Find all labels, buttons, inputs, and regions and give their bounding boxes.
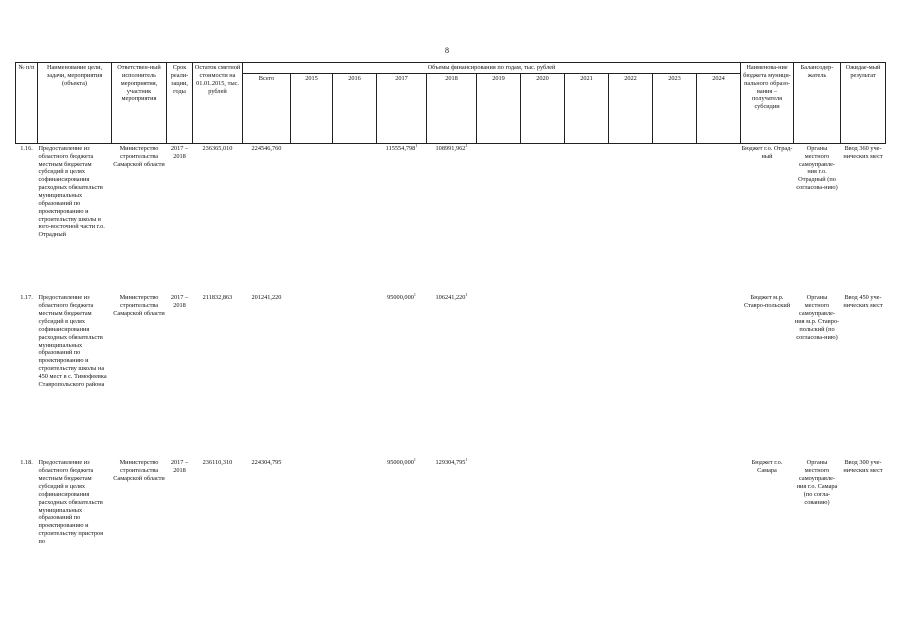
header-total: Всего <box>243 73 291 143</box>
row-name: Предоставление из областного бюджета местным бюджетам субсидий в целях софинансирования расходных обязательств муниципальных образований по проектированию и строительству школы в юго-восточной части г.о. Отрадный <box>38 144 105 239</box>
header-year: 2023 <box>653 73 697 143</box>
page-number: 8 <box>445 46 449 55</box>
row-2019 <box>477 458 521 598</box>
row-2024 <box>697 293 741 458</box>
row-2023 <box>653 143 697 293</box>
header-remainder: Остаток сметной стоимости на 01.01.2015, тыс. рублей <box>193 63 243 144</box>
row-holder: Органы местного самоуправле-ния г.о. Самара (по согла-сованию) <box>796 459 838 506</box>
row-result: Ввод 360 уче-нических мест <box>843 144 883 160</box>
row-total: 224546,760 <box>251 144 282 152</box>
header-year: 2019 <box>477 73 521 143</box>
row-2017: 95000,000$^1$ <box>387 458 416 467</box>
row-2015 <box>291 458 333 598</box>
row-budget: Бюджет г.о. Самара <box>751 459 783 475</box>
header-year: 2015 <box>291 73 333 143</box>
row-term: 2017 – 2018 <box>170 294 189 310</box>
row-2022 <box>609 458 653 598</box>
row-budget: Бюджет г.о. Отрад-ный <box>741 144 793 160</box>
row-2022 <box>609 293 653 458</box>
row-2020 <box>521 143 565 293</box>
row-total: 224304,795 <box>251 459 282 467</box>
row-2015 <box>291 293 333 458</box>
row-2019 <box>477 143 521 293</box>
row-2017: 115554,798$^1$ <box>385 143 418 152</box>
row-executor: Министерство строительства Самарской области <box>113 459 165 483</box>
header-name: Наименование цели, задачи, мероприятия (объекта) <box>38 63 112 144</box>
header-executor: Ответствен-ный исполнитель мероприятия, участник мероприятия <box>112 63 167 144</box>
row-2019 <box>477 293 521 458</box>
row-2023 <box>653 293 697 458</box>
row-term: 2017 – 2018 <box>170 459 189 475</box>
row-budget: Бюджет м.р. Ставро-польский <box>743 294 791 310</box>
row-2016 <box>333 293 377 458</box>
row-term: 2017 – 2018 <box>170 144 189 160</box>
row-remainder: 236110,310 <box>202 459 233 467</box>
row-name: Предоставление из областного бюджета местным бюджетам субсидий в целях софинансирования расходных обязательств муниципальных образований по проектированию и строительству школы на 450 мест в с. Тимофеевка Ставропольского района <box>38 294 107 388</box>
row-2024 <box>697 143 741 293</box>
row-2021 <box>565 458 609 598</box>
row-num: 1.18. <box>20 459 33 467</box>
row-2018: 129304,795$^1$ <box>435 458 468 467</box>
header-num: № п/п <box>16 63 38 144</box>
header-budget: Наименова-ние бюджета муници-пального образо-вания – получателя субсидии <box>741 63 794 144</box>
row-2018: 106241,220$^1$ <box>435 293 468 302</box>
row-2024 <box>697 458 741 598</box>
header-year: 2017 <box>377 73 427 143</box>
row-2020 <box>521 293 565 458</box>
table-row <box>16 143 886 293</box>
row-holder: Органы местного самоуправле-ния м.р. Ставро-польский (по согласова-нию) <box>794 294 840 341</box>
row-2020 <box>521 458 565 598</box>
header-year: 2020 <box>521 73 565 143</box>
row-2021 <box>565 143 609 293</box>
row-2017: 95000,000$^1$ <box>387 293 416 302</box>
header-year: 2024 <box>697 73 741 143</box>
row-name: Предоставление из областного бюджета местным бюджетам субсидий в целях софинансирования расходных обязательств муниципальных образований по проектированию и строительству пристроя по <box>38 459 103 545</box>
header-year: 2022 <box>609 73 653 143</box>
row-remainder: 236365,010 <box>202 144 233 152</box>
row-2023 <box>653 458 697 598</box>
row-2015 <box>291 143 333 293</box>
row-total: 201241,220 <box>251 294 282 302</box>
row-2021 <box>565 293 609 458</box>
header-holder: Балансодер-жатель <box>794 63 841 144</box>
header-row-1 <box>16 63 886 74</box>
financing-table <box>15 62 886 598</box>
header-result: Ожидае-мый результат <box>841 63 886 144</box>
row-executor: Министерство строительства Самарской области <box>113 294 165 318</box>
header-year: 2018 <box>427 73 477 143</box>
row-result: Ввод 450 уче-нических мест <box>843 294 883 310</box>
header-funding-group: Объемы финансирования по годам, тыс. рублей <box>243 63 741 74</box>
header-year: 2021 <box>565 73 609 143</box>
header-year: 2016 <box>333 73 377 143</box>
row-remainder: 211832,863 <box>202 294 233 302</box>
table-row <box>16 458 886 598</box>
row-executor: Министерство строительства Самарской области <box>113 144 165 168</box>
row-2016 <box>333 143 377 293</box>
row-2018: 108991,962$^1$ <box>435 143 468 152</box>
row-num: 1.17. <box>20 294 33 302</box>
row-2016 <box>333 458 377 598</box>
row-num: 1.16. <box>20 144 33 152</box>
row-result: Ввод 300 уче-нических мест <box>843 459 883 475</box>
row-2022 <box>609 143 653 293</box>
row-holder: Органы местного самоуправле-ния г.о. Отрадный (по согласова-нию) <box>796 144 838 192</box>
header-term: Срок реали-зации, годы <box>167 63 193 144</box>
table-row <box>16 293 886 458</box>
